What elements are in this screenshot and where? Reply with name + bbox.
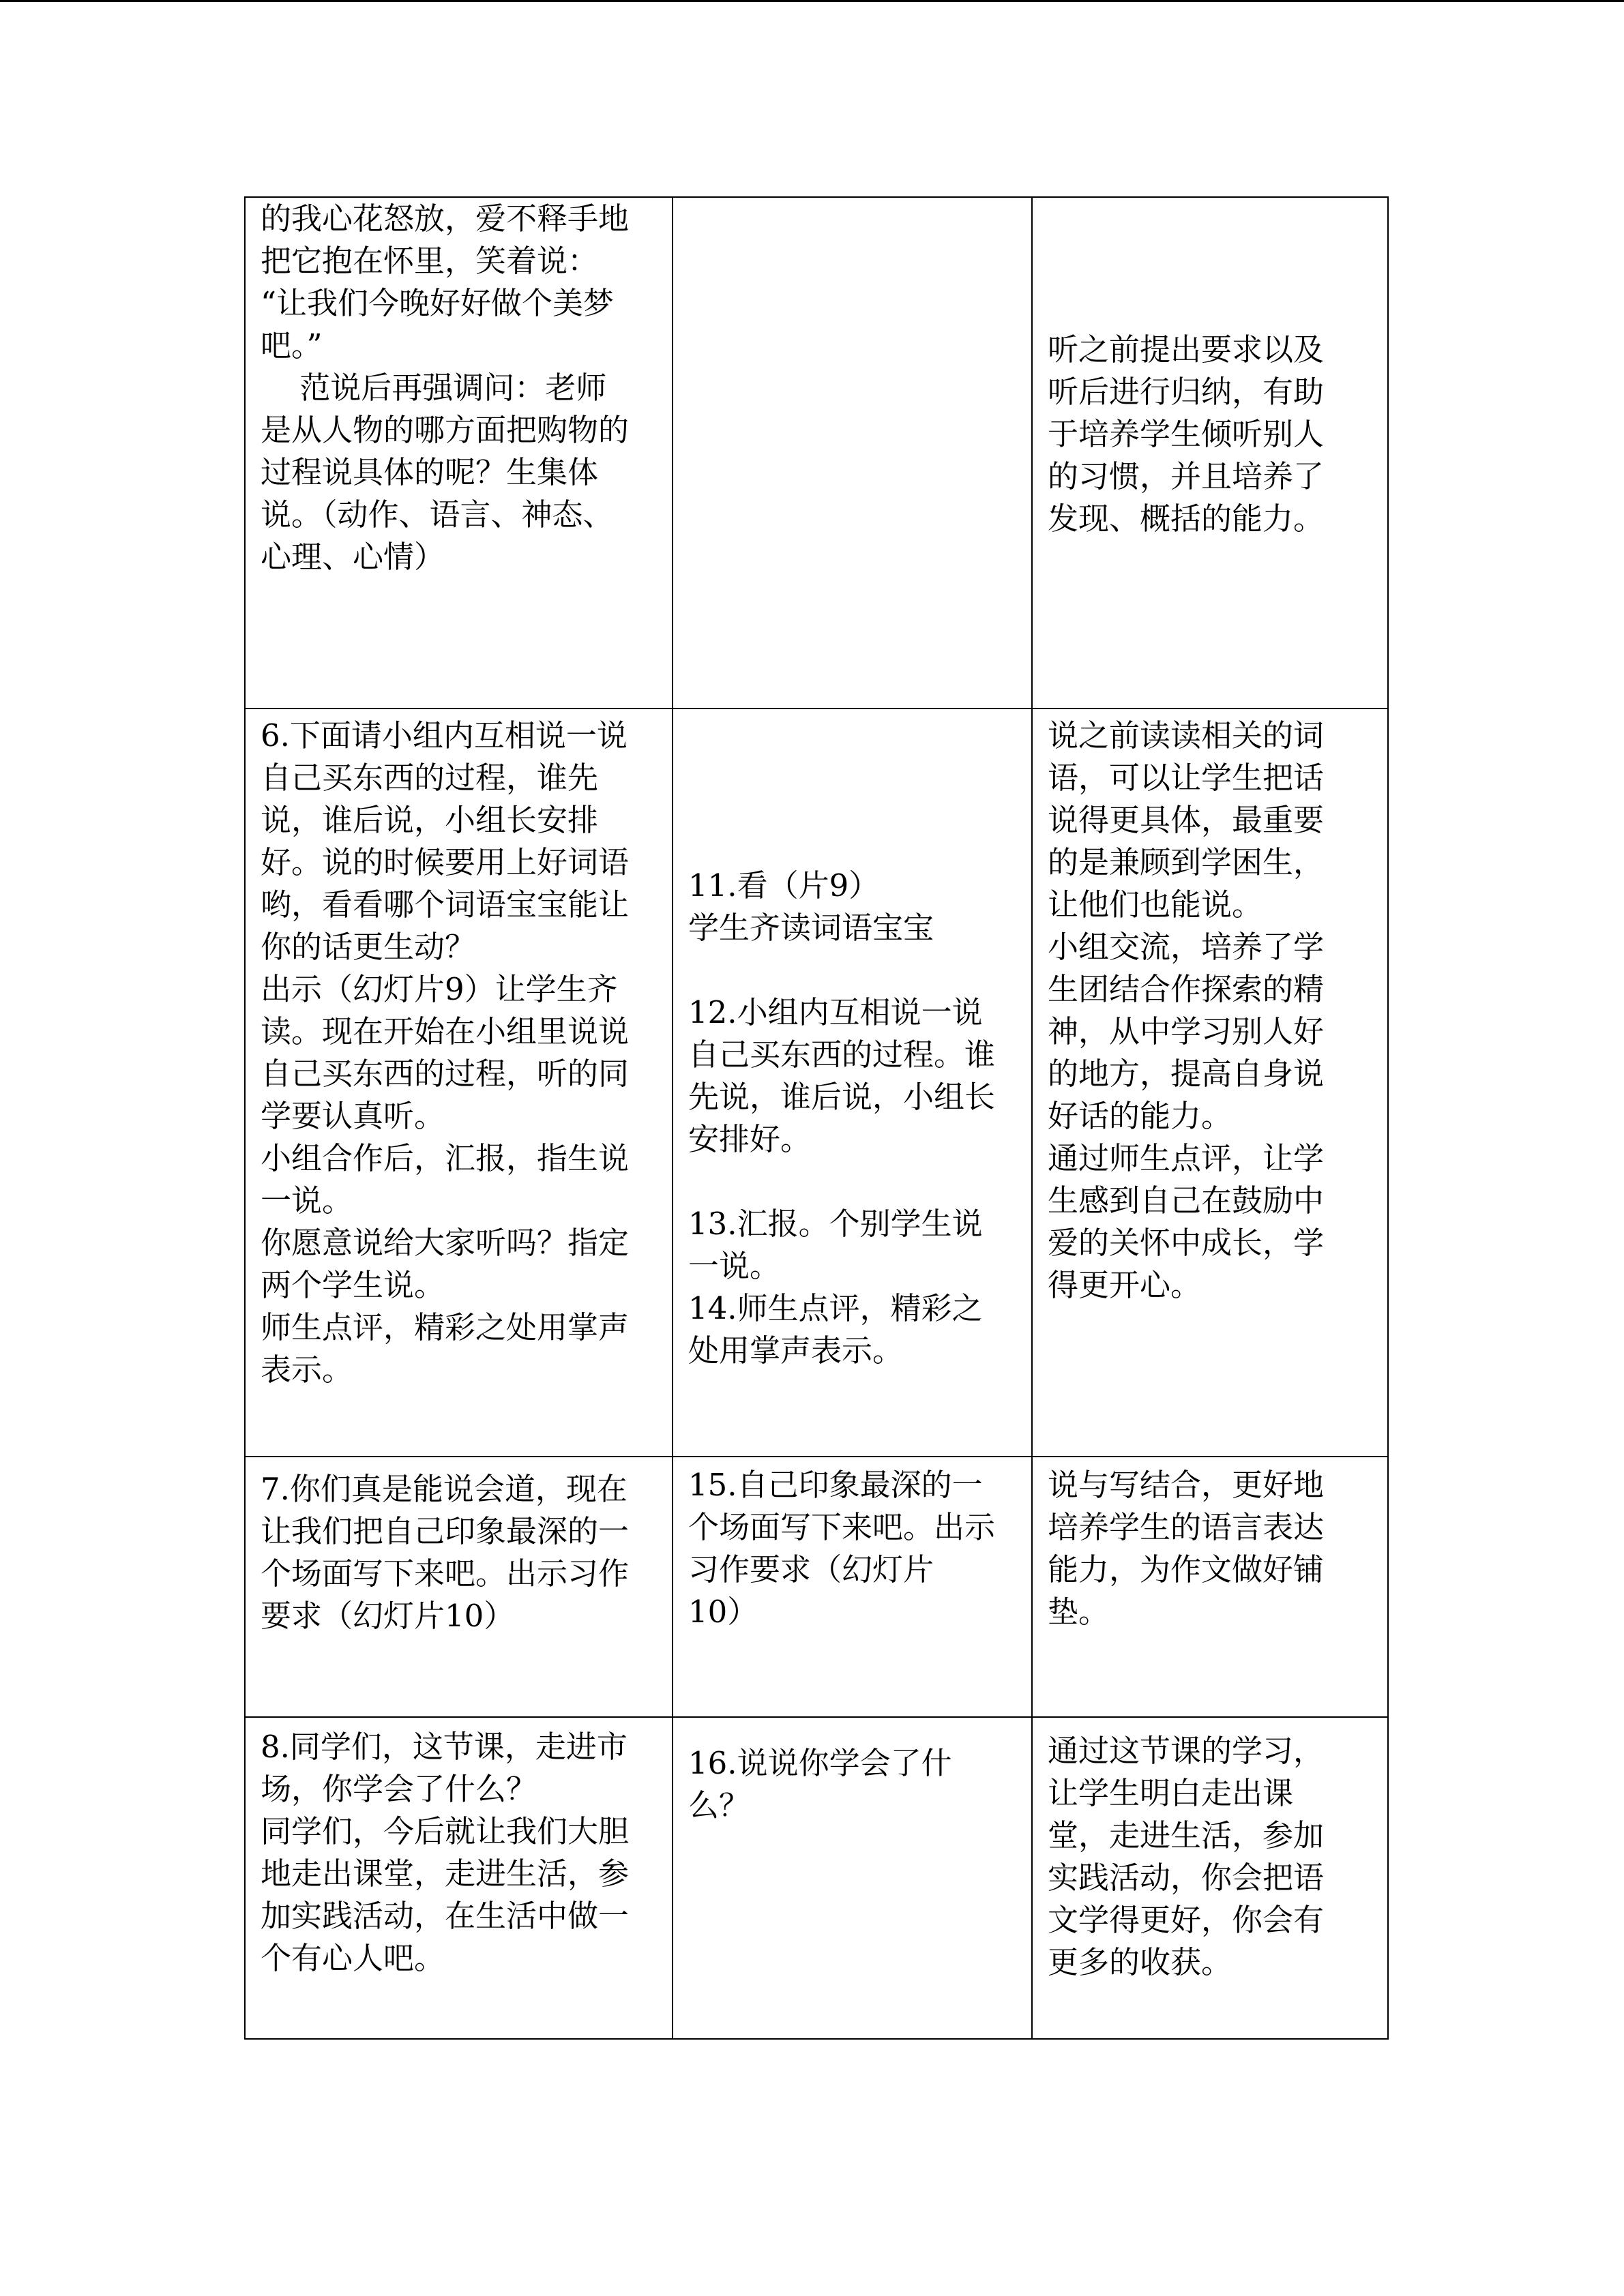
table-row [245, 1457, 1388, 1717]
student-activity-cell [673, 709, 1032, 1457]
student-activity-text: 15.自己印象最深的一 个场面写下来吧。出示 习作要求（幻灯片 10） [688, 1467, 996, 1630]
design-intent-text: 听之前提出要求以及 听后进行归纳，有助 于培养学生倾听别人 的习惯，并且培养了 发现、概括的能力。 [1048, 331, 1325, 537]
teacher-activity-cell [245, 197, 673, 709]
teacher-activity-cell [245, 1717, 673, 2039]
teacher-activity-cell [245, 1457, 673, 1717]
design-intent-cell [1032, 709, 1388, 1457]
teacher-activity-cell [245, 709, 673, 1457]
student-activity-cell [673, 197, 1032, 709]
design-intent-text: 说与写结合，更好地 培养学生的语言表达 能力，为作文做好铺 垫。 [1048, 1467, 1325, 1630]
design-intent-cell [1032, 197, 1388, 709]
student-activity-text: 11.看（片9） 学生齐读词语宝宝 12.小组内互相说一说 自己买东西的过程。谁 先说，谁后说，小组长 安排好。 13.汇报。个别学生说 一说。 14.师生点评，精彩之 处用掌声表示。 [688, 867, 996, 1369]
teacher-activity-text: 6.下面请小组内互相说一说 自己买东西的过程，谁先 说，谁后说，小组长安排 好。说的时候要用上好词语 哟，看看哪个词语宝宝能让 你的话更生动？ 出示（幻灯片9）让学生齐 读。现在开始在小组里说说 自己买东西的过程，听的同 学要认真听。 小组合作后，汇报，指生说 一说。 你愿意说给大家听吗？指定 两个学生说。 师生点评，精彩之处用掌声 表示。 [261, 717, 630, 1388]
teacher-activity-text: 的我心花怒放，爱不释手地 把它抱在怀里，笑着说： “让我们今晚好好做个美梦 吧。” 范说后再强调问：老师 是从人物的哪方面把购物的 过程说具体的呢？生集体 说。（动作、语言、神态、 心理、心情） [261, 200, 630, 575]
lesson-plan-table [244, 196, 1389, 2040]
table-row [245, 1717, 1388, 2039]
design-intent-cell [1032, 1457, 1388, 1717]
design-intent-text: 说之前读读相关的词 语，可以让学生把话 说得更具体，最重要 的是兼顾到学困生， 让他们也能说。 小组交流，培养了学 生团结合作探索的精 神，从中学习别人好 的地方，提高自身说 好话的能力。 通过师生点评，让学 生感到自己在鼓励中 爱的关怀中成长，学 得更开心。 [1048, 717, 1325, 1303]
teacher-activity-text: 8.同学们，这节课，走进市 场，你学会了什么？ 同学们，今后就让我们大胆 地走出课堂，走进生活，参 加实践活动，在生活中做一 个有心人吧。 [261, 1729, 630, 1976]
table-row [245, 197, 1388, 709]
student-activity-cell [673, 1457, 1032, 1717]
table-row [245, 709, 1388, 1457]
teacher-activity-text: 7.你们真是能说会道，现在 让我们把自己印象最深的一 个场面写下来吧。出示习作 要求（幻灯片10） [261, 1471, 630, 1634]
top-border-line [0, 0, 1624, 2]
student-activity-cell [673, 1717, 1032, 2039]
student-activity-text: 16.说说你学会了什 么？ [688, 1745, 952, 1823]
design-intent-text: 通过这节课的学习， 让学生明白走出课 堂，走进生活，参加 实践活动，你会把语 文学得更好，你会有 更多的收获。 [1048, 1733, 1325, 1980]
design-intent-cell [1032, 1717, 1388, 2039]
